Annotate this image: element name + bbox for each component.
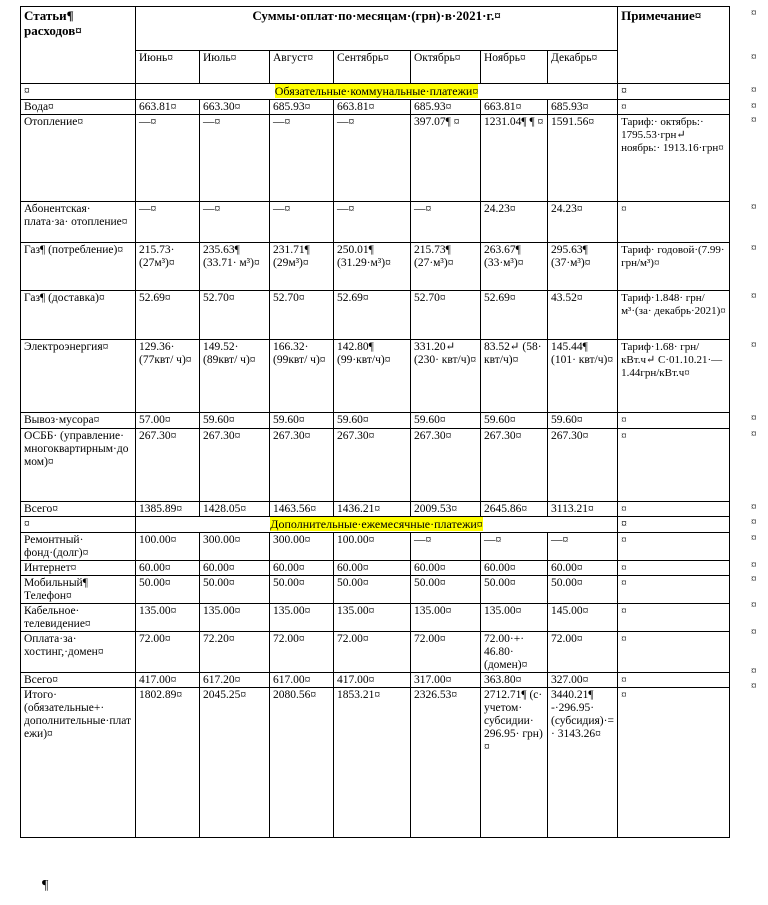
- table-row: [21, 502, 730, 517]
- row-label: Итого· (обязательные+· дополнительные·платежи)¤: [21, 688, 136, 838]
- note-cell: ¤: [618, 413, 730, 429]
- value-cell: 2045.25¤: [200, 688, 270, 838]
- value-cell: —¤: [136, 202, 200, 243]
- value-cell: 250.01¶ (31.29·м³)¤: [334, 243, 411, 291]
- value-cell: 60.00¤: [481, 561, 548, 576]
- table-row: [21, 632, 730, 673]
- section-title: [136, 84, 618, 100]
- note-cell: ¤: [618, 632, 730, 673]
- row-end-mark: ¤: [751, 665, 757, 677]
- value-cell: 1385.89¤: [136, 502, 200, 517]
- value-cell: 145.44¶ (101· квт/ч)¤: [548, 340, 618, 413]
- value-cell: 215.73¶ (27·м³)¤: [411, 243, 481, 291]
- value-cell: —¤: [548, 533, 618, 561]
- value-cell: 52.69¤: [334, 291, 411, 340]
- value-cell: 100.00¤: [334, 533, 411, 561]
- value-cell: 1591.56¤: [548, 115, 618, 202]
- table-row: [21, 202, 730, 243]
- row-label: Всего¤: [21, 502, 136, 517]
- value-cell: 417.00¤: [136, 673, 200, 688]
- value-cell: 24.23¤: [481, 202, 548, 243]
- row-label: Оплата·за· хостинг,·домен¤: [21, 632, 136, 673]
- document-page: [20, 6, 757, 893]
- value-cell: 60.00¤: [270, 561, 334, 576]
- value-cell: 52.70¤: [200, 291, 270, 340]
- value-cell: 267.30¤: [334, 429, 411, 502]
- value-cell: 2712.71¶ (с· учетом· субсидии· 296.95· грн)¤: [481, 688, 548, 838]
- row-end-mark: ¤: [751, 559, 757, 571]
- value-cell: 72.00¤: [411, 632, 481, 673]
- value-cell: 72.00·+· 46.80· (домен)¤: [481, 632, 548, 673]
- row-label: Отопление¤: [21, 115, 136, 202]
- value-cell: 52.69¤: [136, 291, 200, 340]
- value-cell: 331.20↵ (230· квт/ч)¤: [411, 340, 481, 413]
- value-cell: 72.20¤: [200, 632, 270, 673]
- value-cell: 685.93¤: [270, 100, 334, 115]
- row-end-mark: ¤: [751, 242, 757, 254]
- value-cell: 83.52↵ (58· квт/ч)¤: [481, 340, 548, 413]
- note-cell: ¤: [618, 604, 730, 632]
- value-cell: 1853.21¤: [334, 688, 411, 838]
- table-row: [21, 243, 730, 291]
- value-cell: 50.00¤: [334, 576, 411, 604]
- value-cell: 663.81¤: [136, 100, 200, 115]
- value-cell: 59.60¤: [411, 413, 481, 429]
- value-cell: 50.00¤: [411, 576, 481, 604]
- row-label: ОСББ· (управление· многоквартирным·домом)¤: [21, 429, 136, 502]
- row-end-mark: ¤: [751, 339, 757, 351]
- row-end-mark: ¤: [751, 290, 757, 302]
- value-cell: 142.80¶ (99·квт/ч)¤: [334, 340, 411, 413]
- expenses-table: [20, 6, 730, 838]
- row-label: Вода¤: [21, 100, 136, 115]
- header-month-2: Июль¤: [200, 51, 270, 84]
- section-row: [21, 84, 730, 100]
- section-title: [136, 517, 618, 533]
- row-end-mark: ¤: [751, 100, 757, 112]
- value-cell: —¤: [200, 115, 270, 202]
- value-cell: 317.00¤: [411, 673, 481, 688]
- value-cell: 267.30¤: [200, 429, 270, 502]
- table-row: [21, 100, 730, 115]
- value-cell: 166.32· (99квт/ ч)¤: [270, 340, 334, 413]
- value-cell: 59.60¤: [200, 413, 270, 429]
- header-sums: Суммы·оплат·по·месяцам·(грн)·в·2021·г.¤: [136, 7, 618, 51]
- table-row: [21, 291, 730, 340]
- value-cell: —¤: [270, 202, 334, 243]
- value-cell: 57.00¤: [136, 413, 200, 429]
- table-row: [21, 413, 730, 429]
- value-cell: 685.93¤: [411, 100, 481, 115]
- row-end-mark: ¤: [751, 599, 757, 611]
- section-empty-cell: ¤: [21, 517, 136, 533]
- note-cell: Тариф·1.848· грн/м³·(за· декабрь·2021)¤: [618, 291, 730, 340]
- table-row: [21, 688, 730, 838]
- table-row: [21, 533, 730, 561]
- value-cell: —¤: [481, 533, 548, 561]
- row-end-mark: ¤: [751, 201, 757, 213]
- value-cell: 663.81¤: [334, 100, 411, 115]
- row-label: Газ¶ (потребление)¤: [21, 243, 136, 291]
- value-cell: 397.07¶ ¤: [411, 115, 481, 202]
- row-end-mark: ¤: [751, 501, 757, 513]
- value-cell: 235.63¶ (33.71· м³)¤: [200, 243, 270, 291]
- value-cell: 300.00¤: [200, 533, 270, 561]
- value-cell: 59.60¤: [270, 413, 334, 429]
- value-cell: 52.70¤: [270, 291, 334, 340]
- value-cell: 2009.53¤: [411, 502, 481, 517]
- value-cell: 60.00¤: [200, 561, 270, 576]
- value-cell: 72.00¤: [548, 632, 618, 673]
- value-cell: —¤: [411, 202, 481, 243]
- row-label: Вывоз·мусора¤: [21, 413, 136, 429]
- value-cell: 263.67¶ (33·м³)¤: [481, 243, 548, 291]
- row-label: Интернет¤: [21, 561, 136, 576]
- section-title-text: Дополнительные·ежемесячные·платежи¤: [270, 517, 483, 531]
- header-row: [21, 7, 730, 51]
- row-end-mark: ¤: [751, 573, 757, 585]
- value-cell: 295.63¶ (37·м³)¤: [548, 243, 618, 291]
- header-month-5: Октябрь¤: [411, 51, 481, 84]
- note-cell: Тариф:· октябрь:· 1795.53·грн↵ ноябрь:· 1913.16·грн¤: [618, 115, 730, 202]
- table-row: [21, 115, 730, 202]
- value-cell: 300.00¤: [270, 533, 334, 561]
- row-label: Электроэнергия¤: [21, 340, 136, 413]
- value-cell: 267.30¤: [481, 429, 548, 502]
- value-cell: 135.00¤: [334, 604, 411, 632]
- value-cell: 663.30¤: [200, 100, 270, 115]
- value-cell: 267.30¤: [136, 429, 200, 502]
- value-cell: 231.71¶ (29м³)¤: [270, 243, 334, 291]
- value-cell: 617.20¤: [200, 673, 270, 688]
- note-cell: Тариф· годовой·(7.99· грн/м³)¤: [618, 243, 730, 291]
- row-end-mark: ¤: [751, 532, 757, 544]
- section-note-cell: ¤: [618, 84, 730, 100]
- value-cell: 72.00¤: [270, 632, 334, 673]
- value-cell: 52.69¤: [481, 291, 548, 340]
- note-cell: ¤: [618, 202, 730, 243]
- paragraph-mark: ¶: [42, 878, 49, 893]
- value-cell: 52.70¤: [411, 291, 481, 340]
- note-cell: ¤: [618, 533, 730, 561]
- row-end-mark: ¤: [751, 114, 757, 126]
- header-month-7: Декабрь¤: [548, 51, 618, 84]
- table-row: [21, 429, 730, 502]
- value-cell: 129.36· (77квт/ ч)¤: [136, 340, 200, 413]
- value-cell: 59.60¤: [334, 413, 411, 429]
- note-cell: ¤: [618, 576, 730, 604]
- value-cell: 60.00¤: [136, 561, 200, 576]
- note-cell: ¤: [618, 688, 730, 838]
- note-cell: ¤: [618, 502, 730, 517]
- value-cell: 50.00¤: [136, 576, 200, 604]
- section-note-cell: ¤: [618, 517, 730, 533]
- value-cell: 3113.21¤: [548, 502, 618, 517]
- row-label: Абонентская· плата·за· отопление¤: [21, 202, 136, 243]
- header-note: Примечание¤: [618, 7, 730, 84]
- row-label: Кабельное· телевидение¤: [21, 604, 136, 632]
- value-cell: 1428.05¤: [200, 502, 270, 517]
- value-cell: 100.00¤: [136, 533, 200, 561]
- value-cell: 59.60¤: [481, 413, 548, 429]
- note-cell: ¤: [618, 429, 730, 502]
- header-month-6: Ноябрь¤: [481, 51, 548, 84]
- note-cell: ¤: [618, 100, 730, 115]
- row-end-mark: ¤: [751, 428, 757, 440]
- header-month-1: Июнь¤: [136, 51, 200, 84]
- value-cell: 24.23¤: [548, 202, 618, 243]
- header-expense: Статьи¶ расходов¤: [21, 7, 136, 84]
- value-cell: —¤: [200, 202, 270, 243]
- value-cell: 135.00¤: [136, 604, 200, 632]
- row-end-mark: ¤: [751, 516, 757, 528]
- row-label: Всего¤: [21, 673, 136, 688]
- header-month-3: Август¤: [270, 51, 334, 84]
- table-row: [21, 673, 730, 688]
- value-cell: 50.00¤: [548, 576, 618, 604]
- table-row: [21, 340, 730, 413]
- value-cell: —¤: [136, 115, 200, 202]
- value-cell: 50.00¤: [481, 576, 548, 604]
- value-cell: —¤: [270, 115, 334, 202]
- value-cell: 72.00¤: [334, 632, 411, 673]
- value-cell: 267.30¤: [411, 429, 481, 502]
- row-end-mark: ¤: [751, 84, 757, 96]
- row-end-mark: ¤: [751, 51, 757, 63]
- value-cell: 327.00¤: [548, 673, 618, 688]
- table-row: [21, 576, 730, 604]
- value-cell: 3440.21¶ -·296.95· (субсидия)·=· 3143.26¤: [548, 688, 618, 838]
- value-cell: 50.00¤: [270, 576, 334, 604]
- value-cell: 2645.86¤: [481, 502, 548, 517]
- value-cell: 1231.04¶ ¶ ¤: [481, 115, 548, 202]
- row-label: Ремонтный· фонд·(долг)¤: [21, 533, 136, 561]
- value-cell: 72.00¤: [136, 632, 200, 673]
- value-cell: 267.30¤: [270, 429, 334, 502]
- note-cell: ¤: [618, 561, 730, 576]
- value-cell: 685.93¤: [548, 100, 618, 115]
- value-cell: 135.00¤: [270, 604, 334, 632]
- value-cell: 60.00¤: [334, 561, 411, 576]
- value-cell: 1436.21¤: [334, 502, 411, 517]
- row-end-mark: ¤: [751, 412, 757, 424]
- value-cell: 363.80¤: [481, 673, 548, 688]
- value-cell: 43.52¤: [548, 291, 618, 340]
- value-cell: 135.00¤: [411, 604, 481, 632]
- table-row: [21, 561, 730, 576]
- note-cell: Тариф·1.68· грн/кВт.ч↵ С·01.10.21·— 1.44грн/кВт.ч¤: [618, 340, 730, 413]
- value-cell: 2326.53¤: [411, 688, 481, 838]
- value-cell: 50.00¤: [200, 576, 270, 604]
- value-cell: 417.00¤: [334, 673, 411, 688]
- row-label: Газ¶ (доставка)¤: [21, 291, 136, 340]
- value-cell: 617.00¤: [270, 673, 334, 688]
- value-cell: 267.30¤: [548, 429, 618, 502]
- value-cell: 1802.89¤: [136, 688, 200, 838]
- value-cell: 149.52· (89квт/ ч)¤: [200, 340, 270, 413]
- value-cell: 135.00¤: [200, 604, 270, 632]
- row-end-mark: ¤: [751, 626, 757, 638]
- value-cell: 59.60¤: [548, 413, 618, 429]
- value-cell: 60.00¤: [411, 561, 481, 576]
- note-cell: ¤: [618, 673, 730, 688]
- section-row: [21, 517, 730, 533]
- value-cell: 60.00¤: [548, 561, 618, 576]
- table-row: [21, 604, 730, 632]
- value-cell: 2080.56¤: [270, 688, 334, 838]
- value-cell: —¤: [334, 115, 411, 202]
- value-cell: —¤: [334, 202, 411, 243]
- value-cell: 663.81¤: [481, 100, 548, 115]
- row-label: Мобильный¶ Телефон¤: [21, 576, 136, 604]
- section-title-text: Обязательные·коммунальные·платежи¤: [274, 84, 479, 98]
- row-end-mark: ¤: [751, 680, 757, 692]
- value-cell: 215.73· (27м³)¤: [136, 243, 200, 291]
- value-cell: —¤: [411, 533, 481, 561]
- value-cell: 1463.56¤: [270, 502, 334, 517]
- value-cell: 135.00¤: [481, 604, 548, 632]
- value-cell: 145.00¤: [548, 604, 618, 632]
- header-month-4: Сентябрь¤: [334, 51, 411, 84]
- row-end-mark: ¤: [751, 7, 757, 19]
- section-empty-cell: ¤: [21, 84, 136, 100]
